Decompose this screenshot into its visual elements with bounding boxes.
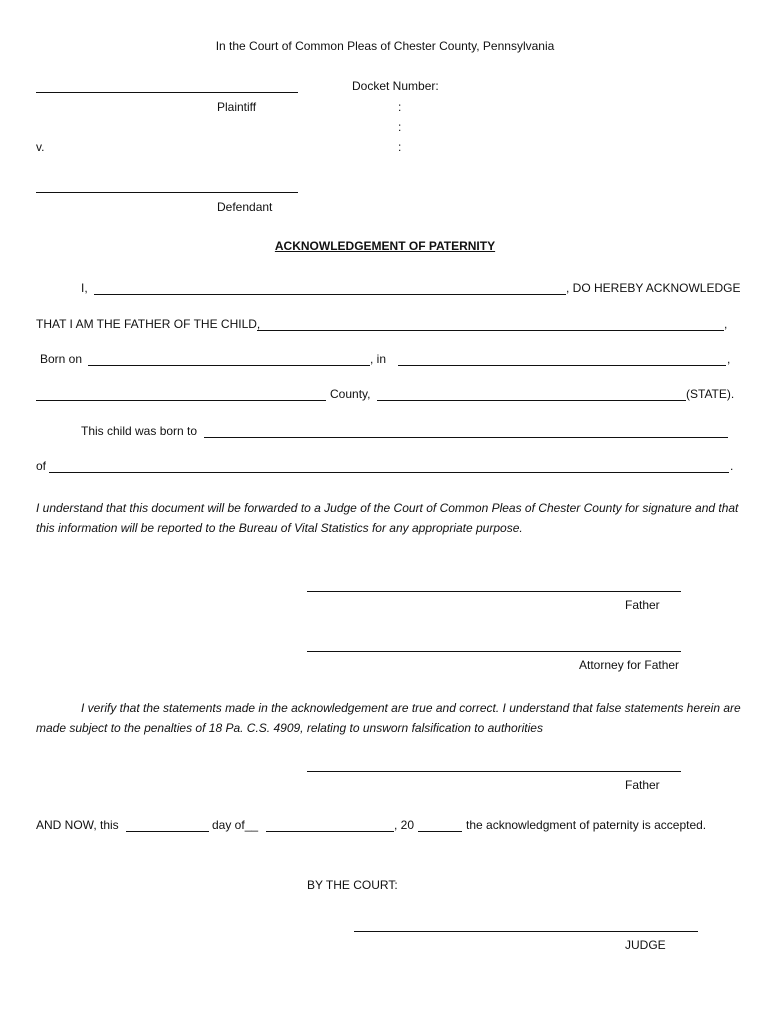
court-header: In the Court of Common Pleas of Chester County, Pennsylvania <box>215 39 555 53</box>
document-title: ACKNOWLEDGEMENT OF PATERNITY <box>274 239 496 253</box>
father-of-child-text: THAT I AM THE FATHER OF THE CHILD, <box>36 317 261 331</box>
docket-number-label: Docket Number: <box>352 79 439 93</box>
i-prefix: I, <box>81 281 88 295</box>
father-signature-label: Father <box>625 598 660 612</box>
month-line[interactable] <box>266 831 394 832</box>
in-word: , in <box>370 352 387 366</box>
accepted-text: the acknowledgment of paternity is accepted. <box>466 818 707 832</box>
docket-colon: : <box>398 140 402 154</box>
plaintiff-label: Plaintiff <box>217 100 257 114</box>
and-now-text: AND NOW, this <box>36 818 119 832</box>
comma: , <box>724 317 728 331</box>
county-label: County, <box>330 387 371 401</box>
docket-colon: : <box>398 100 402 114</box>
child-name-line[interactable] <box>257 330 724 331</box>
year-line[interactable] <box>418 831 462 832</box>
born-on-label: Born on <box>40 352 83 366</box>
docket-colon: : <box>398 120 402 134</box>
period: . <box>730 459 734 473</box>
father-signature-line[interactable] <box>307 591 681 592</box>
attorney-signature-label: Attorney for Father <box>579 658 680 672</box>
notice-paragraph: I understand that this document will be forwarded to a Judge of the Court of Common Pleas of Chester County for signature and that this information will be reported to the Bureau of Vital Statistics for any appropriate purpose. <box>36 501 739 535</box>
birth-date-line[interactable] <box>88 365 370 366</box>
versus-label: v. <box>36 140 45 154</box>
father-verify-signature-label: Father <box>625 778 660 792</box>
judge-label: JUDGE <box>625 938 666 952</box>
birth-county-line[interactable] <box>36 400 326 401</box>
state-label: (STATE). <box>686 387 735 401</box>
year-prefix: , 20 <box>394 818 415 832</box>
day-line[interactable] <box>126 831 209 832</box>
father-verify-signature-line[interactable] <box>307 771 681 772</box>
of-word: of <box>36 459 47 473</box>
acknowledge-text: , DO HEREBY ACKNOWLEDGE <box>566 281 741 295</box>
mother-name-line[interactable] <box>204 437 728 438</box>
born-to-label: This child was born to <box>81 424 198 438</box>
birth-city-line[interactable] <box>398 365 726 366</box>
judge-signature-line[interactable] <box>354 931 698 932</box>
defendant-label: Defendant <box>217 200 273 214</box>
birth-state-line[interactable] <box>377 400 686 401</box>
defendant-name-line[interactable] <box>36 192 298 193</box>
father-name-line[interactable] <box>94 294 566 295</box>
by-the-court-label: BY THE COURT: <box>307 878 398 892</box>
day-of-text: day of__ <box>212 818 259 832</box>
mother-address-line[interactable] <box>49 472 729 473</box>
plaintiff-name-line[interactable] <box>36 92 298 93</box>
attorney-signature-line[interactable] <box>307 651 681 652</box>
verification-paragraph: I verify that the statements made in the acknowledgement are true and correct. I understand that false statements herein are made subject to the penalties of 18 Pa. C.S. 4909, relating to unsworn falsification to authorities <box>36 701 741 735</box>
comma: , <box>727 352 731 366</box>
